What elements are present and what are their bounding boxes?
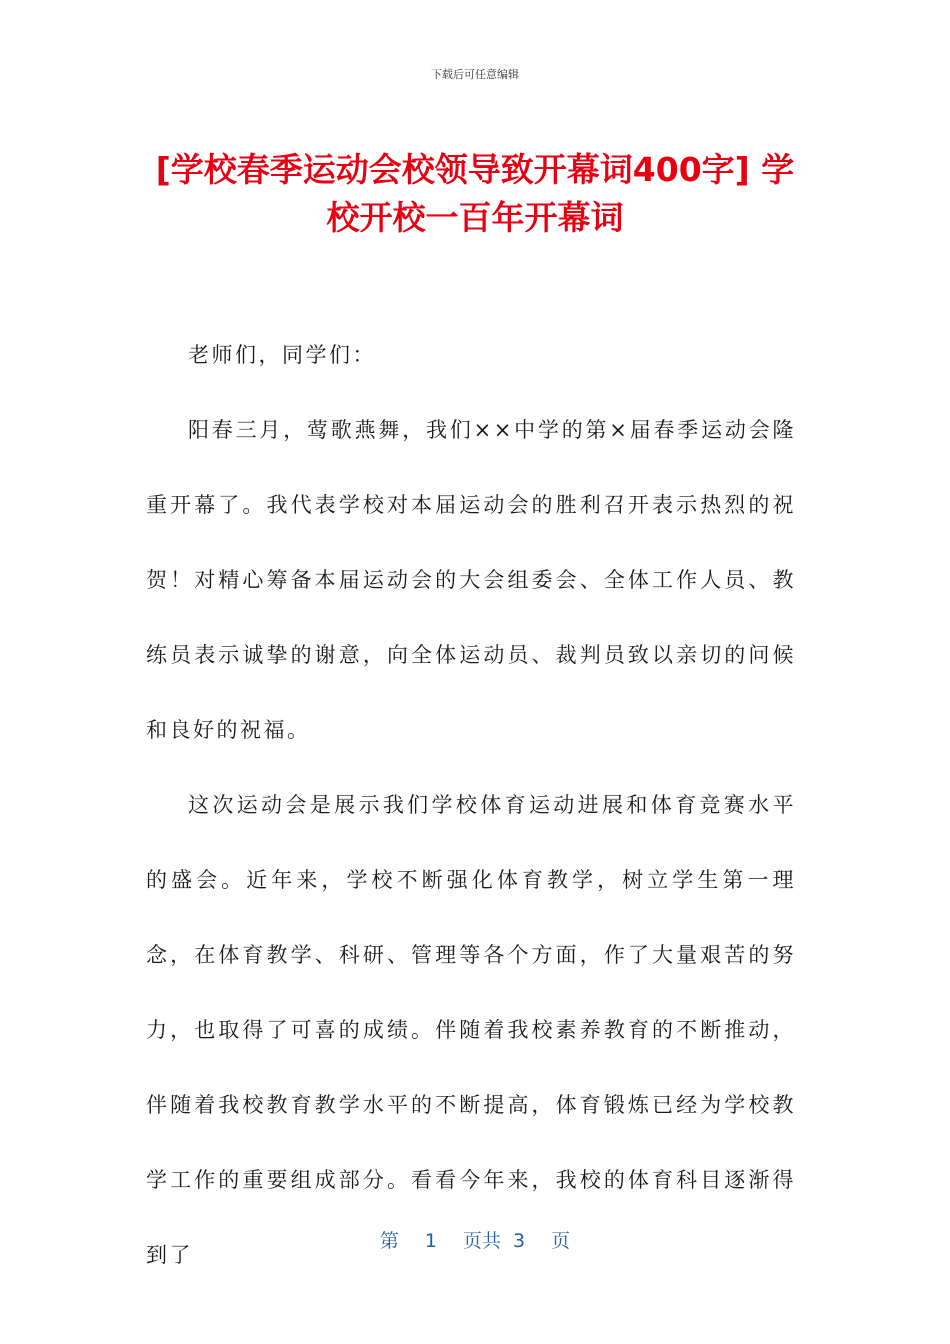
footer-of-label: 页共 [462, 1230, 501, 1252]
header-note: 下载后可任意编辑 [431, 68, 519, 81]
document-title: [学校春季运动会校领导致开幕词400字] 学校开校一百年开幕词 [155, 150, 795, 237]
paragraph-2: 这次运动会是展示我们学校体育运动进展和体育竞赛水平的盛会。近年来，学校不断强化体育教学，树立学生第一理念，在体育教学、科研、管理等各个方面，作了大量艰苦的努力，也取得了可喜的成绩。伴随着我校素养教育的不断推动，伴随着我校教育教学水平的不断提高，体育锻炼已经为学校教学工作的重要组成部分。看看今年来，我校的体育科目逐渐得到了 [146, 793, 796, 1267]
greeting: 老师们，同学们： [188, 343, 376, 367]
footer-current-page: 1 [424, 1230, 437, 1252]
document-body [146, 318, 796, 1293]
page-footer [0, 1226, 950, 1253]
footer-end-label: 页 [551, 1230, 571, 1252]
paragraph-1: 阳春三月，莺歌燕舞，我们××中学的第×届春季运动会隆重开幕了。我代表学校对本届运动会的胜利召开表示热烈的祝贺！对精心筹备本届运动会的大会组委会、全体工作人员、教练员表示诚挚的谢意，向全体运动员、裁判员致以亲切的问候和良好的祝福。 [146, 418, 796, 742]
footer-page-label: 第 [379, 1230, 399, 1252]
footer-total-pages: 3 [513, 1230, 526, 1252]
